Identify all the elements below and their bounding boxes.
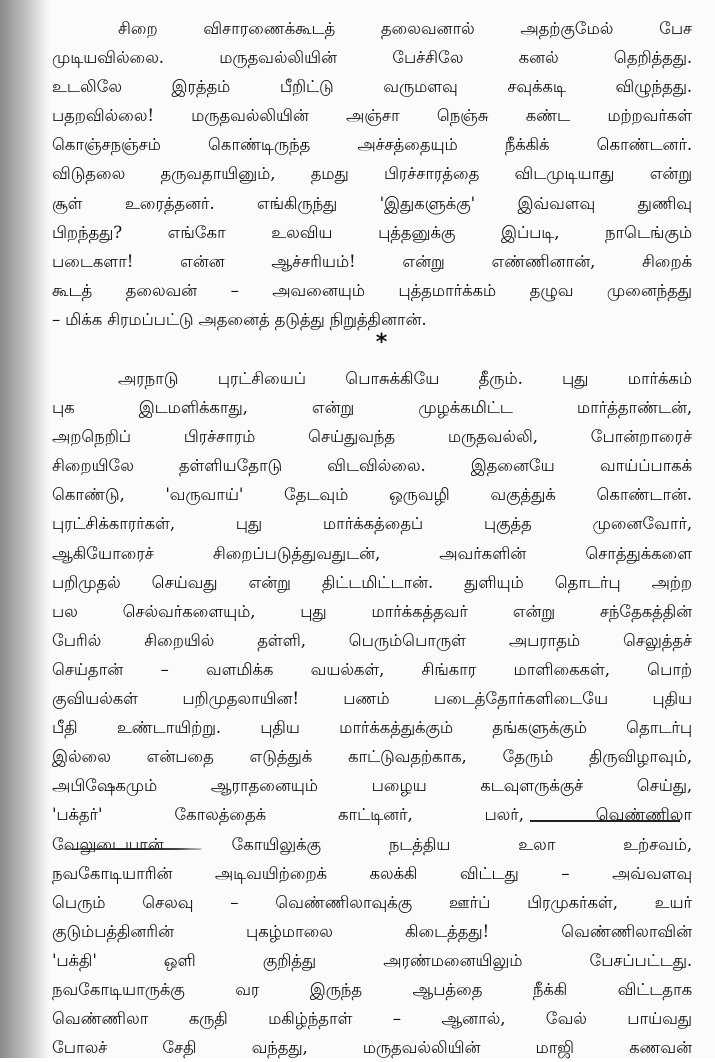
text-line: படைகளா! என்ன ஆச்சரியம்! என்று எண்ணினான், சிறைக் (52, 251, 692, 271)
text-line: குடும்பத்தினரின் புகழ்மாலை கிடைத்தது! வெண்ணிலாவின் (52, 921, 692, 941)
text-line: கூடத் தலைவன் – அவனையும் புத்தமார்க்கம் தழுவ முனைந்தது (52, 280, 692, 300)
paragraph-2 (52, 364, 692, 1062)
text-line: போலச் சேதி வந்தது, மருதவல்லியின் மாஜி கணவன் (52, 1038, 692, 1058)
text-line: அறநெறிப் பிரச்சாரம் செய்துவந்த மருதவல்லி, போன்றாரைச் (52, 427, 692, 447)
text-line: சிறை விசாரணைக்கூடத் தலைவனால் அதற்குமேல் பேச (118, 19, 692, 38)
text-line: உடலிலே இரத்தம் பீறிட்டு வருமளவு சவுக்கடி விழுந்தது. (52, 77, 692, 97)
text-line: முடியவில்லை. மருதவல்லியின் பேச்சிலே கனல் தெறித்தது. (52, 48, 692, 68)
text-line: 'பக்தர்' கோலத்தைக் காட்டினர், பலர், வெண்ணிலா (52, 805, 692, 825)
text-line: குவியல்கள் பறிமுதலாயின! பணம் படைத்தோர்களிடையே புதிய (52, 689, 692, 709)
text-line: புரட்சிக்காரர்கள், புது மார்க்கத்தைப் புகுத்த முனைவோர், (52, 514, 692, 534)
text-line: பீதி உண்டாயிற்று. புதிய மார்க்கத்துக்கும் தங்களுக்கும் தொடர்பு (52, 718, 692, 738)
asterisk-separator: * (375, 330, 388, 355)
text-line: விடுதலை தருவதாயினும், தமது பிரச்சாரத்தை விடமுடியாது என்று (52, 164, 692, 184)
text-line: 'பக்தி' ஒளி குறித்து அரண்மனையிலும் பேசப்பட்டது. (52, 950, 692, 970)
text-line: செய்தான் – வளமிக்க வயல்கள், சிங்கார மாளிகைகள், பொற் (52, 659, 692, 679)
section-separator (0, 330, 715, 355)
text-line: பல செல்வர்களையும், புது மார்க்கத்தவர் என்று சந்தேகத்தின் (52, 601, 692, 621)
text-line: வெண்ணிலா கருதி மகிழ்ந்தாள் – ஆனால், வேல் பாய்வது (52, 1009, 692, 1029)
text-line: பிறந்தது? எங்கோ உலவிய புத்தனுக்கு இப்படி, நாடெங்கும் (52, 222, 692, 242)
text-line: நவகோடியாரின் அடிவயிற்றைக் கலக்கி விட்டது – அவ்வளவு (52, 863, 692, 883)
text-line: பெரும் செலவு – வெண்ணிலாவுக்கு ஊர்ப் பிரமுகர்கள், உயர் (52, 892, 692, 912)
text-line: கொண்டு, 'வருவாய்' தேடவும் ஒருவழி வகுத்துக் கொண்டான். (52, 485, 692, 505)
text-line: புக இடமளிக்காது, என்று முழக்கமிட்ட மார்த்தாண்டன், (52, 398, 692, 418)
text-line: பேரில் சிறையில் தள்ளி, பெரும்பொருள் அபராதம் செலுத்தச் (52, 630, 692, 650)
page-gutter-shadow (0, 0, 50, 1058)
text-line: சூள் உரைத்தனர். எங்கிருந்து 'இதுகளுக்கு' இவ்வளவு துணிவு (52, 193, 692, 213)
text-line: பதறவில்லை! மருதவல்லியின் அஞ்சா நெஞ்சு கண்ட மற்றவர்கள் (52, 106, 692, 126)
pen-underline-mark (530, 820, 680, 822)
text-line: கொஞ்சநஞ்சம் கொண்டிருந்த அச்சத்தையும் நீக்கிக் கொண்டனர். (52, 135, 692, 155)
text-line: பறிமுதல் செய்வது என்று திட்டமிட்டான். துளியும் தொடர்பு அற்ற (52, 572, 692, 592)
text-line: இல்லை என்பதை எடுத்துக் காட்டுவதற்காக, தேரும் திருவிழாவும், (52, 747, 692, 767)
paragraph-1 (52, 14, 692, 334)
text-line: சிறையிலே தள்ளியதோடு விடவில்லை. இதனையே வாய்ப்பாகக் (52, 456, 692, 476)
text-line: – மிக்க சிரமப்பட்டு அதனைத் தடுத்து நிறுத்தினான். (52, 309, 427, 329)
text-line: அரநாடு புரட்சியைப் பொசுக்கியே தீரும். புது மார்க்கம் (118, 369, 692, 388)
text-line: வேலுடையான் கோயிலுக்கு நடத்திய உலா உற்சவம், (52, 834, 692, 854)
text-line: நவகோடியாருக்கு வர இருந்த ஆபத்தை நீக்கி விட்டதாக (52, 979, 692, 999)
text-line: ஆகியோரைச் சிறைப்படுத்துவதுடன், அவர்களின் சொத்துக்களை (52, 543, 692, 563)
pen-underline-mark (62, 848, 202, 850)
text-line: அபிஷேகமும் ஆராதனையும் பழைய கடவுளருக்குச் செய்து, (52, 776, 692, 796)
